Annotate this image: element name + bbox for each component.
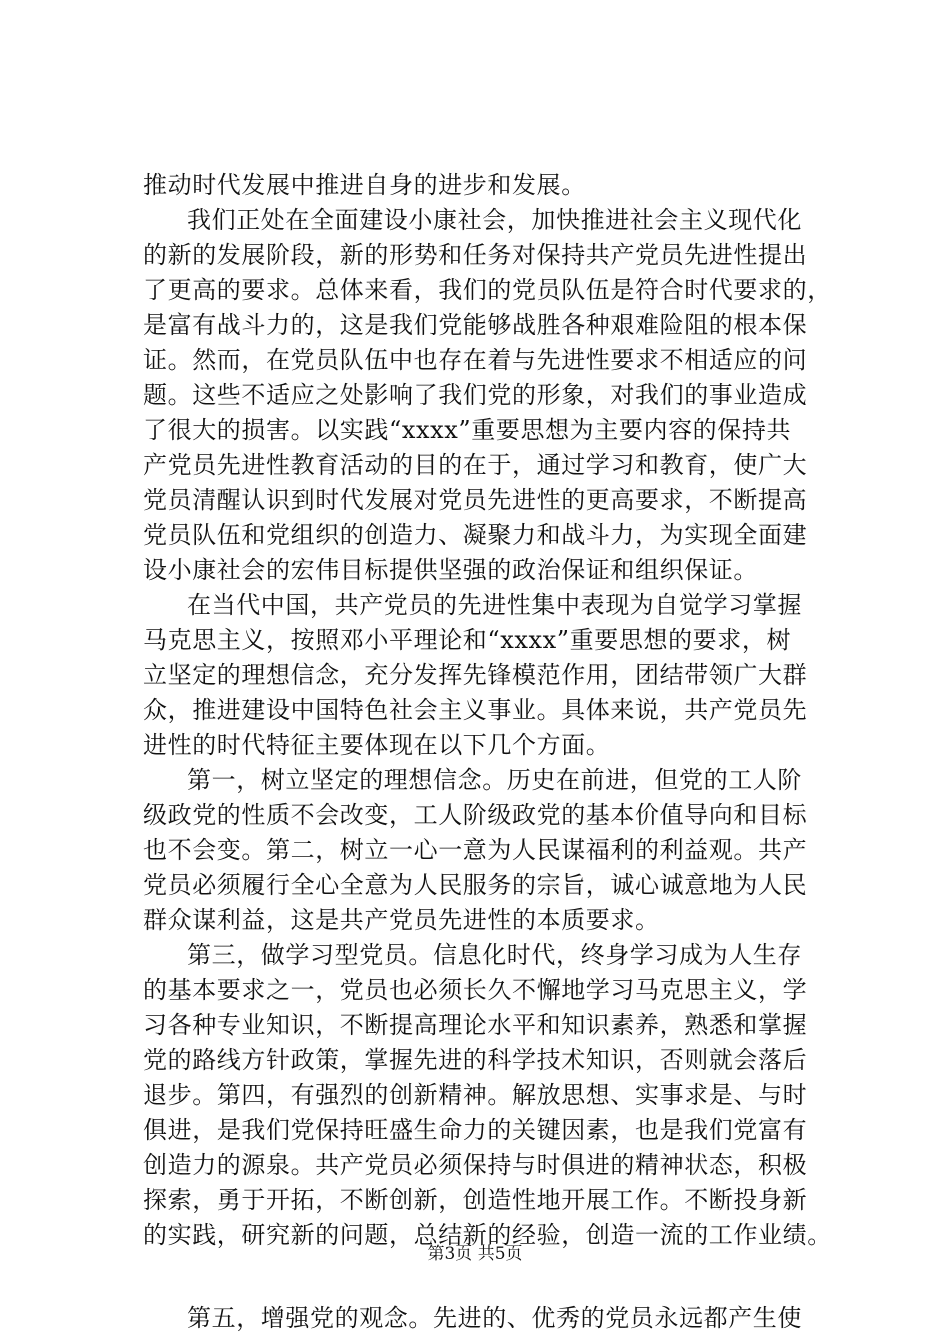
text-line: 是富有战斗力的，这是我们党能够战胜各种艰难险阻的根本保 <box>143 311 808 339</box>
paragraph <box>143 938 833 1253</box>
text-line: 俱进，是我们党保持旺盛生命力的关键因素，也是我们党富有 <box>143 1116 808 1144</box>
text-line: 进性的时代特征主要体现在以下几个方面。 <box>143 731 611 759</box>
text-line: 党员队伍和党组织的创造力、凝聚力和战斗力，为实现全面建 <box>143 521 808 549</box>
paragraph <box>143 1301 833 1336</box>
text-line: 的新的发展阶段，新的形势和任务对保持共产党员先进性提出 <box>143 241 808 269</box>
text-line: 推动时代发展中推进自身的进步和发展。 <box>143 171 586 199</box>
text-line: 我们正处在全面建设小康社会，加快推进社会主义现代化 <box>187 206 802 234</box>
text-line: 在当代中国，共产党员的先进性集中表现为自觉学习掌握 <box>187 591 802 619</box>
paragraph <box>143 763 833 938</box>
text-line: 立坚定的理想信念，充分发挥先锋模范作用，团结带领广大群 <box>143 661 808 689</box>
text-line: 产党员先进性教育活动的目的在于，通过学习和教育，使广大 <box>143 451 808 479</box>
page-footer: 第3页 共5页 <box>427 1244 523 1264</box>
text-line: 党的路线方针政策，掌握先进的科学技术知识，否则就会落后 <box>143 1046 808 1074</box>
text-line: 的基本要求之一，党员也必须长久不懈地学习马克思主义，学 <box>143 976 808 1004</box>
text-line: 第五，增强党的观念。先进的、优秀的党员永远都产生使 <box>187 1304 802 1332</box>
text-line: 设小康社会的宏伟目标提供坚强的政治保证和组织保证。 <box>143 556 758 584</box>
text-line: 党员清醒认识到时代发展对党员先进性的更高要求，不断提高 <box>143 486 808 514</box>
text-line: 第三，做学习型党员。信息化时代，终身学习成为人生存 <box>187 941 802 969</box>
text-line: 题。这些不适应之处影响了我们党的形象，对我们的事业造成 <box>143 381 808 409</box>
paragraph <box>143 588 833 763</box>
text-line: 创造力的源泉。共产党员必须保持与时俱进的精神状态，积极 <box>143 1151 808 1179</box>
text-line: 也不会变。第二，树立一心一意为人民谋福利的利益观。共产 <box>143 836 808 864</box>
text-line: 群众谋利益，这是共产党员先进性的本质要求。 <box>143 906 660 934</box>
text-line: 党员必须履行全心全意为人民服务的宗旨，诚心诚意地为人民 <box>143 871 808 899</box>
text-line: 马克思主义，按照邓小平理论和“xxxx”重要思想的要求，树 <box>143 626 792 654</box>
text-line: 了更高的要求。总体来看，我们的党员队伍是符合时代要求的， <box>143 276 832 304</box>
text-line: 的实践，研究新的问题，总结新的经验，创造一流的工作业绩。 <box>143 1221 832 1249</box>
text-line: 证。然而，在党员队伍中也存在着与先进性要求不相适应的问 <box>143 346 808 374</box>
text-line: 退步。第四，有强烈的创新精神。解放思想、实事求是、与时 <box>143 1081 808 1109</box>
paragraph <box>143 203 833 588</box>
text-line: 级政党的性质不会改变，工人阶级政党的基本价值导向和目标 <box>143 801 808 829</box>
text-line: 探索，勇于开拓，不断创新，创造性地开展工作。不断投身新 <box>143 1186 808 1214</box>
document-body <box>143 168 833 1336</box>
text-line: 了很大的损害。以实践“xxxx”重要思想为主要内容的保持共 <box>143 416 792 444</box>
paragraph <box>143 168 833 203</box>
text-line: 第一，树立坚定的理想信念。历史在前进，但党的工人阶 <box>187 766 802 794</box>
text-line: 众，推进建设中国特色社会主义事业。具体来说，共产党员先 <box>143 696 808 724</box>
text-line: 习各种专业知识，不断提高理论水平和知识素养，熟悉和掌握 <box>143 1011 808 1039</box>
